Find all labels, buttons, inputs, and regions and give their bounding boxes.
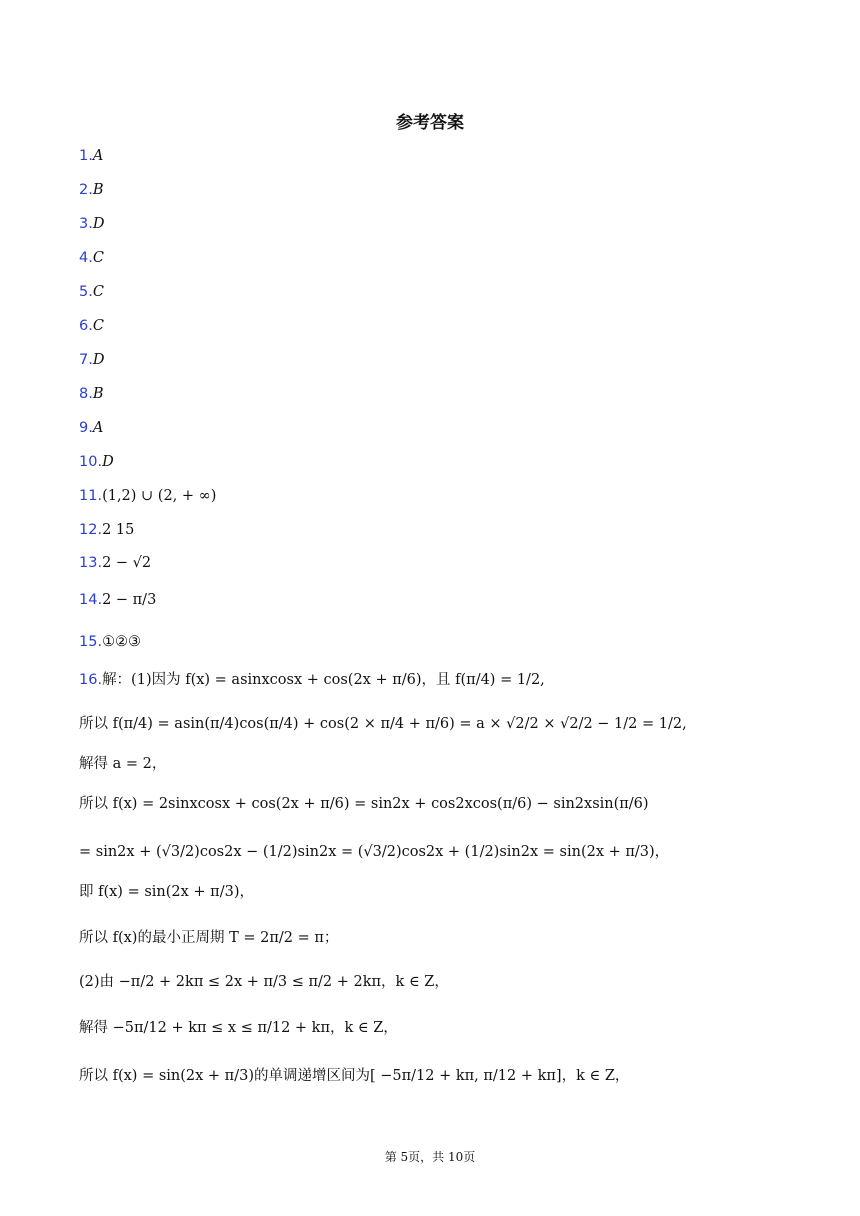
- answer-number: 5.: [79, 284, 93, 300]
- solution-line: [79, 754, 166, 774]
- answer-number: 7.: [79, 352, 93, 368]
- answer-item: [79, 248, 104, 268]
- answer-text: A: [92, 148, 104, 164]
- answer-item: [79, 350, 104, 370]
- answer-number: 8.: [79, 386, 93, 402]
- answer-text: D: [92, 216, 105, 232]
- solution-line: [79, 842, 669, 862]
- solution-line: [79, 882, 254, 902]
- solution-text: = sin2x + (√3/2)cos2x − (1/2)sin2x = (√3/2)cos2x + (1/2)sin2x = sin(2x + π/3)，: [79, 844, 670, 860]
- answer-number: 13.: [79, 555, 103, 571]
- solution-text: 所以 f(x)的最小正周期 T = 2π/2 = π；: [79, 930, 339, 946]
- solution-line: [79, 1066, 629, 1086]
- answer-text: B: [92, 386, 104, 402]
- answer-number: 1.: [79, 148, 93, 164]
- answer-text: C: [92, 318, 104, 334]
- answer-number: 6.: [79, 318, 93, 334]
- answer-number: 12.: [79, 522, 103, 538]
- answer-item: [79, 632, 141, 652]
- answer-item: [79, 553, 151, 573]
- answer-item: [79, 316, 104, 336]
- solution-line: [79, 972, 449, 992]
- answer-text: 2 − √2: [102, 555, 152, 571]
- answer-item: [79, 520, 134, 540]
- answer-text: A: [92, 420, 104, 436]
- answer-text: (1,2) ∪ (2, + ∞): [102, 488, 217, 504]
- answer-text: 2 15: [102, 522, 135, 538]
- answer-item: [79, 590, 156, 610]
- answer-item: [79, 384, 104, 404]
- answer-number: 4.: [79, 250, 93, 266]
- solution-text: 所以 f(x) = 2sinxcosx + cos(2x + π/6) = sin2x + cos2xcos(π/6) − sin2xsin(π/6): [79, 796, 649, 812]
- answer-text: 2 − π/3: [102, 592, 157, 608]
- page-title: 参考答案: [396, 113, 464, 133]
- answer-item: [79, 146, 103, 166]
- answer-number: 9.: [79, 420, 93, 436]
- answer-text: C: [92, 284, 104, 300]
- answer-number: 14.: [79, 592, 103, 608]
- answer-item: [79, 486, 216, 506]
- answer-number: 10.: [79, 454, 103, 470]
- answer-item: [79, 180, 104, 200]
- answer-item: [79, 282, 104, 302]
- solution-text: 解得 −5π/12 + kπ ≤ x ≤ π/12 + kπ，k ∈ Z，: [79, 1020, 398, 1036]
- solution-line: [79, 1018, 398, 1038]
- answer-number: 2.: [79, 182, 93, 198]
- solution-line: [79, 928, 338, 948]
- solution-text: 所以 f(π/4) = asin(π/4)cos(π/4) + cos(2 × π/4 + π/6) = a × √2/2 × √2/2 − 1/2 = 1/2,: [79, 716, 687, 732]
- solution-text: 即 f(x) = sin(2x + π/3)，: [79, 884, 254, 900]
- page-footer: 第 5页，共 10页: [384, 1150, 476, 1164]
- solution-text: 所以 f(x) = sin(2x + π/3)的单调递增区间为[ −5π/12 + kπ, π/12 + kπ]，k ∈ Z，: [79, 1068, 630, 1084]
- answer-item: [79, 418, 103, 438]
- answer-number: 3.: [79, 216, 93, 232]
- answer-text: ①②③: [102, 634, 142, 650]
- answer-text: D: [92, 352, 105, 368]
- solution-text: (2)由 −π/2 + 2kπ ≤ 2x + π/3 ≤ π/2 + 2kπ，k ∈ Z，: [79, 974, 449, 990]
- solution-line: [79, 714, 687, 734]
- solution-line: [79, 670, 545, 690]
- answer-item: [79, 214, 104, 234]
- answer-item: [79, 452, 114, 472]
- answer-text: C: [92, 250, 104, 266]
- answer-text: D: [102, 454, 114, 470]
- solution-line: [79, 794, 649, 814]
- solution-text: 解得 a = 2，: [79, 756, 167, 772]
- answer-text: B: [92, 182, 104, 198]
- answer-number: 11.: [79, 488, 103, 504]
- solution-number: 16.: [79, 672, 103, 688]
- answer-number: 15.: [79, 634, 103, 650]
- solution-text: 解：(1)因为 f(x) = asinxcosx + cos(2x + π/6)，且 f(π/4) = 1/2,: [102, 672, 545, 688]
